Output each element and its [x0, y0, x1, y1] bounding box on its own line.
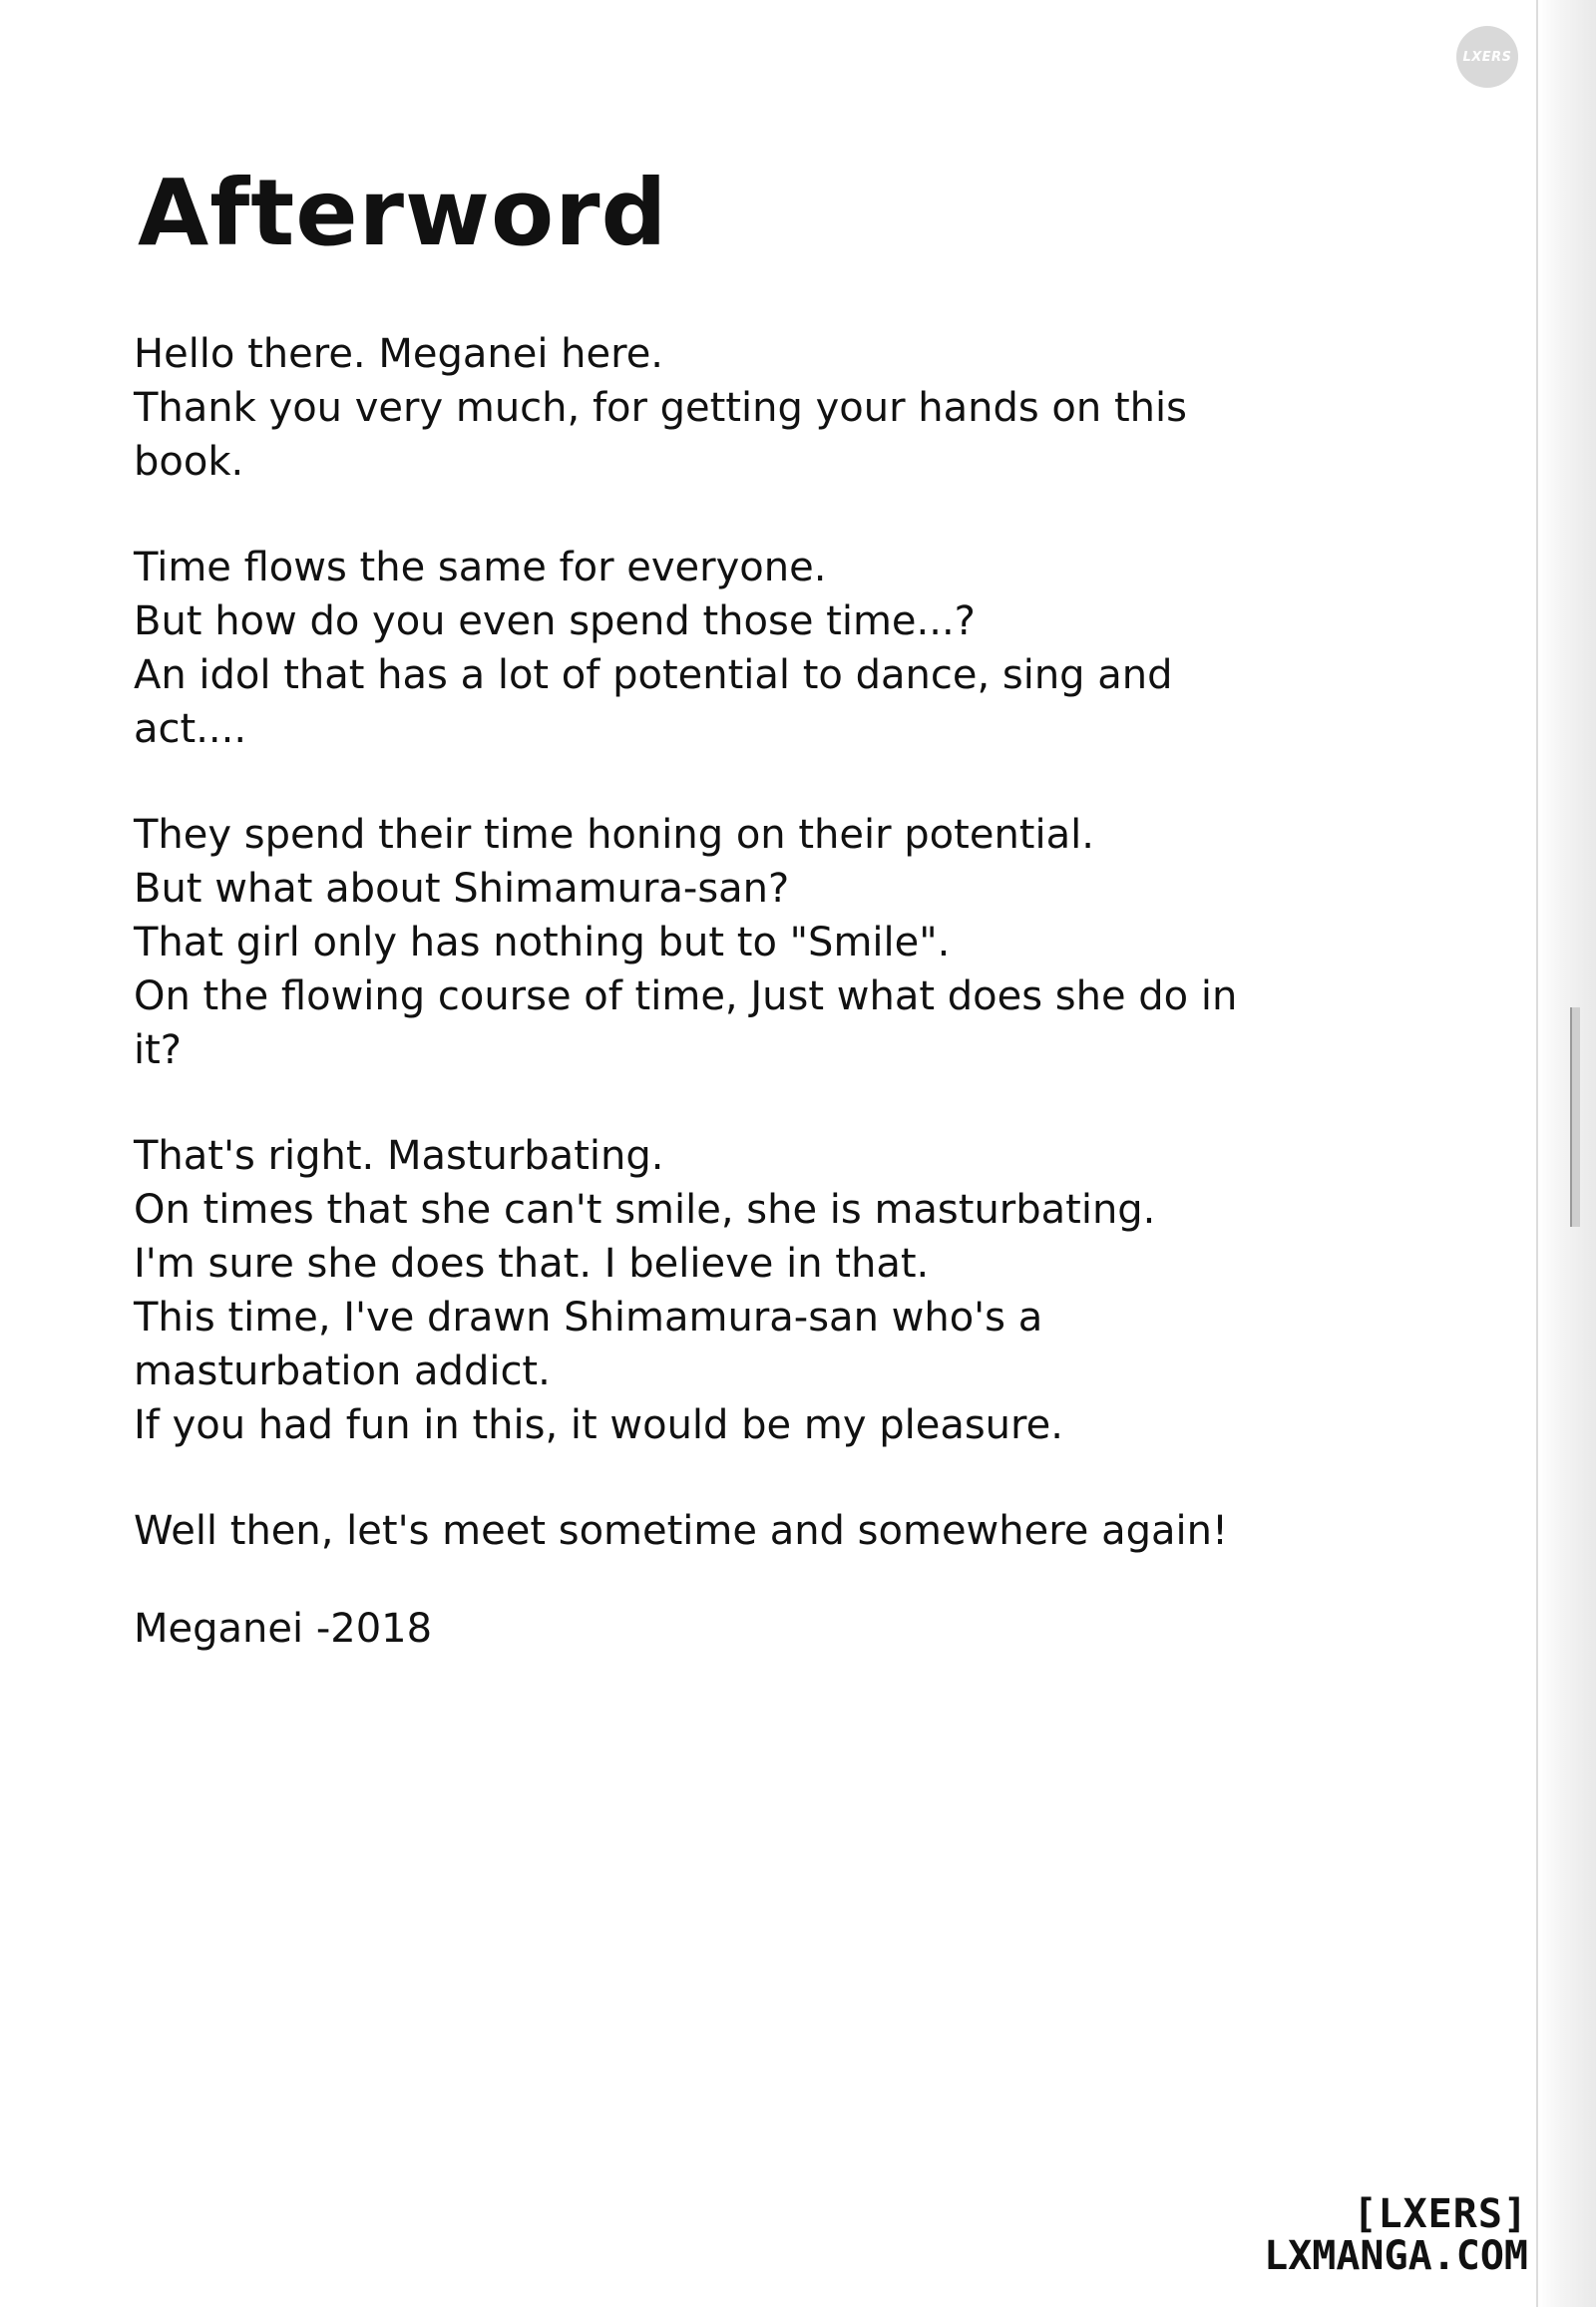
text-line: I'm sure she does that. I believe in that.	[134, 1241, 930, 1287]
signoff-line: Well then, let's meet sometime and somewhere again!	[134, 1508, 1229, 1554]
binding-mark	[1570, 1007, 1580, 1227]
text-line: But how do you even spend those time...?	[134, 598, 976, 644]
text-line: Thank you very much, for getting your hands on this	[134, 385, 1187, 431]
watermark-site: LXMANGA.COM	[1264, 2233, 1528, 2279]
lxers-badge-logo: LXERS	[1456, 26, 1518, 88]
text-line: But what about Shimamura-san?	[134, 866, 790, 912]
paragraph-2	[134, 541, 1361, 756]
text-line: Hello there. Meganei here.	[134, 331, 664, 377]
watermark	[1264, 2193, 1528, 2277]
page-title: Afterword	[138, 160, 668, 266]
text-line: An idol that has a lot of potential to dance, sing and	[134, 652, 1173, 698]
text-line: it?	[134, 1027, 183, 1073]
text-line: On times that she can't smile, she is masturbating.	[134, 1187, 1156, 1233]
paragraph-1	[134, 327, 1361, 489]
text-line: That's right. Masturbating.	[134, 1133, 664, 1179]
text-line: They spend their time honing on their potential.	[134, 812, 1094, 858]
paragraph-4	[134, 1129, 1361, 1452]
text-line: act....	[134, 706, 247, 752]
author-signature: Meganei -2018	[134, 1606, 433, 1652]
text-line: masturbation addict.	[134, 1348, 551, 1394]
text-line: This time, I've drawn Shimamura-san who's a	[134, 1295, 1043, 1341]
text-line: Time flows the same for everyone.	[134, 545, 827, 590]
page-edge	[1536, 0, 1596, 2307]
text-line: On the flowing course of time, Just what does she do in	[134, 973, 1238, 1019]
text-line: That girl only has nothing but to "Smile".	[134, 920, 951, 965]
watermark-group: [LXERS]	[1353, 2191, 1528, 2237]
text-line: If you had fun in this, it would be my pleasure.	[134, 1402, 1063, 1448]
paragraph-3	[134, 808, 1361, 1077]
afterword-body	[134, 327, 1361, 1656]
text-line: book.	[134, 439, 244, 485]
